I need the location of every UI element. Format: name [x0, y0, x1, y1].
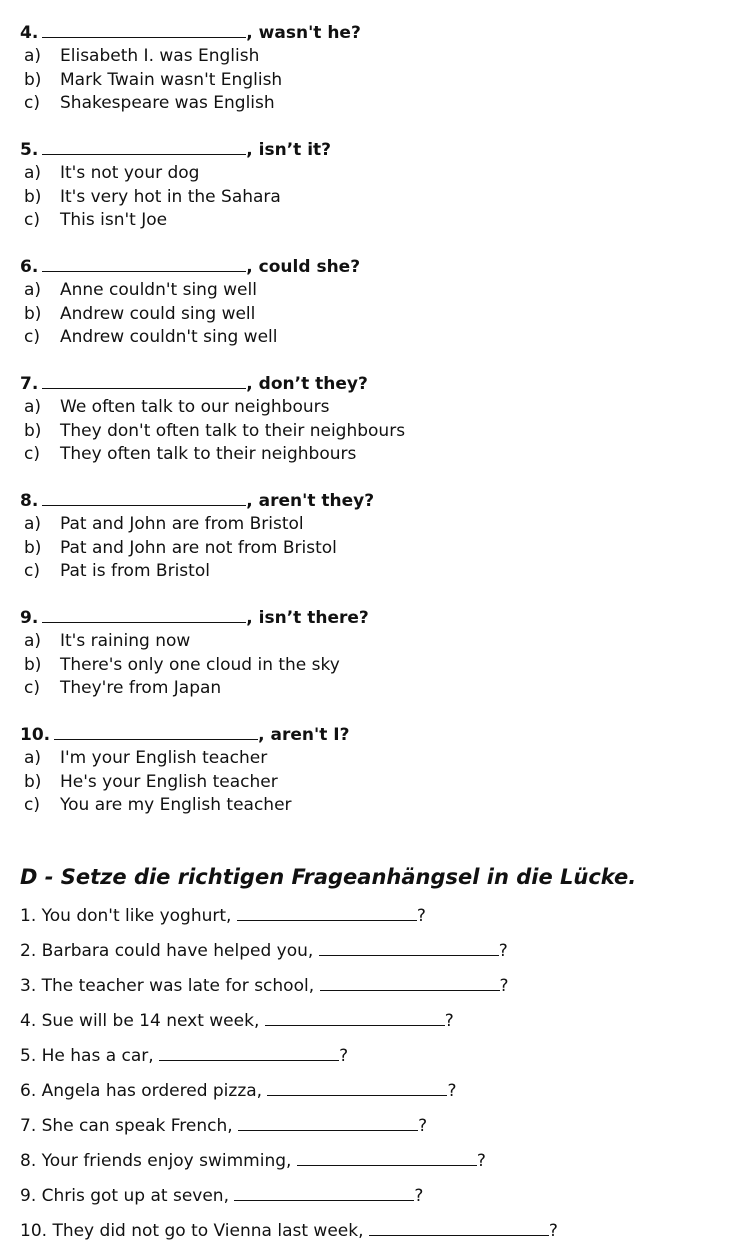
option-c[interactable]: c) This isn't Joe — [24, 210, 168, 230]
option-b[interactable]: b) Mark Twain wasn't English — [24, 69, 283, 90]
option-a[interactable]: a) Anne couldn't sing well — [24, 280, 257, 300]
question-tag: , isn’t it? — [246, 140, 332, 160]
option-b[interactable]: b) There's only one cloud in the sky — [24, 654, 340, 675]
answer-blank[interactable] — [42, 608, 246, 623]
answer-blank[interactable] — [238, 1116, 418, 1131]
question-5 — [20, 139, 710, 233]
question-header — [20, 256, 710, 279]
fill-in-item-7: 7. She can speak French, ? — [20, 1116, 428, 1136]
question-header — [20, 607, 710, 630]
question-number: 7. — [20, 374, 39, 394]
answer-blank[interactable] — [234, 1186, 414, 1201]
answer-blank[interactable] — [42, 23, 246, 38]
question-header — [20, 373, 710, 396]
question-9 — [20, 607, 710, 701]
fill-in-item-6: 6. Angela has ordered pizza, ? — [20, 1081, 457, 1101]
answer-blank[interactable] — [319, 941, 499, 956]
answer-blank[interactable] — [297, 1151, 477, 1166]
fill-in-item-1: 1. You don't like yoghurt, ? — [20, 906, 426, 926]
question-6 — [20, 256, 710, 350]
question-4 — [20, 22, 710, 116]
question-header — [20, 724, 710, 747]
question-header — [20, 139, 710, 162]
question-header — [20, 490, 710, 513]
option-a[interactable]: a) Elisabeth I. was English — [24, 46, 260, 66]
question-tag: , wasn't he? — [246, 23, 361, 43]
answer-blank[interactable] — [42, 374, 246, 389]
question-number: 4. — [20, 23, 39, 43]
option-c[interactable]: c) Andrew couldn't sing well — [24, 327, 278, 347]
fill-in-item-9: 9. Chris got up at seven, ? — [20, 1186, 424, 1206]
question-tag: , aren't they? — [246, 491, 375, 511]
option-b[interactable]: b) He's your English teacher — [24, 771, 278, 792]
fill-in-item-2: 2. Barbara could have helped you, ? — [20, 941, 508, 961]
section-d-heading: D - Setze die richtigen Frageanhängsel in die Lücke. — [20, 865, 637, 889]
question-tag: , don’t they? — [246, 374, 368, 394]
answer-blank[interactable] — [320, 976, 500, 991]
answer-blank[interactable] — [42, 257, 246, 272]
question-header — [20, 22, 710, 45]
answer-blank[interactable] — [42, 491, 246, 506]
question-number: 5. — [20, 140, 39, 160]
question-7 — [20, 373, 710, 467]
question-number: 8. — [20, 491, 39, 511]
option-c[interactable]: c) You are my English teacher — [24, 795, 292, 815]
answer-blank[interactable] — [42, 140, 246, 155]
option-c[interactable]: c) Pat is from Bristol — [24, 561, 210, 581]
answer-blank[interactable] — [369, 1221, 549, 1236]
option-c[interactable]: c) Shakespeare was English — [24, 93, 275, 113]
answer-blank[interactable] — [267, 1081, 447, 1096]
question-number: 6. — [20, 257, 39, 277]
question-tag: , could she? — [246, 257, 361, 277]
answer-blank[interactable] — [265, 1011, 445, 1026]
fill-in-item-3: 3. The teacher was late for school, ? — [20, 976, 509, 996]
fill-in-item-8: 8. Your friends enjoy swimming, ? — [20, 1151, 486, 1171]
question-tag: , aren't I? — [258, 725, 350, 745]
option-c[interactable]: c) They often talk to their neighbours — [24, 444, 357, 464]
answer-blank[interactable] — [159, 1046, 339, 1061]
answer-blank[interactable] — [237, 906, 417, 921]
answer-blank[interactable] — [54, 725, 258, 740]
option-a[interactable]: a) Pat and John are from Bristol — [24, 514, 304, 534]
fill-in-item-5: 5. He has a car, ? — [20, 1046, 349, 1066]
option-b[interactable]: b) It's very hot in the Sahara — [24, 186, 281, 207]
option-a[interactable]: a) It's not your dog — [24, 163, 200, 183]
option-a[interactable]: a) I'm your English teacher — [24, 748, 268, 768]
option-b[interactable]: b) Andrew could sing well — [24, 303, 256, 324]
option-b[interactable]: b) Pat and John are not from Bristol — [24, 537, 337, 558]
fill-in-item-4: 4. Sue will be 14 next week, ? — [20, 1011, 454, 1031]
question-tag: , isn’t there? — [246, 608, 369, 628]
option-a[interactable]: a) We often talk to our neighbours — [24, 397, 330, 417]
option-c[interactable]: c) They're from Japan — [24, 678, 222, 698]
question-number: 9. — [20, 608, 39, 628]
question-8 — [20, 490, 710, 584]
option-b[interactable]: b) They don't often talk to their neighbours — [24, 420, 406, 441]
fill-in-item-10: 10. They did not go to Vienna last week, ? — [20, 1221, 558, 1241]
question-10 — [20, 724, 710, 818]
question-number: 10. — [20, 725, 51, 745]
option-a[interactable]: a) It's raining now — [24, 631, 191, 651]
